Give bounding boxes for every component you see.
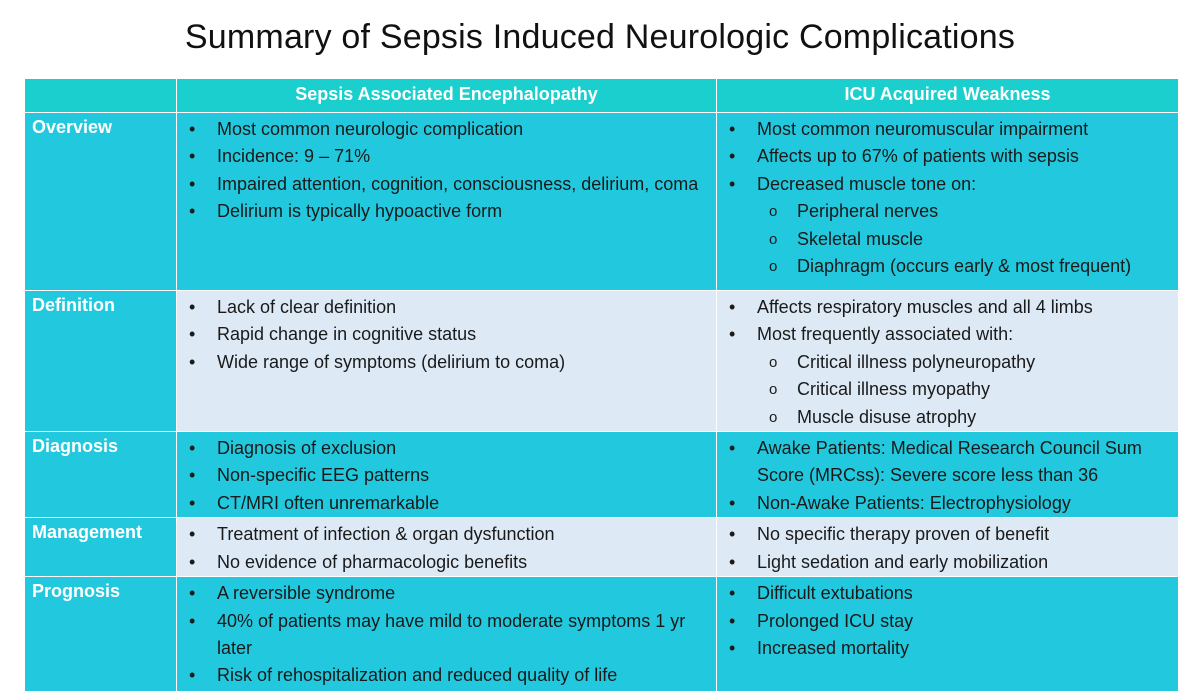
- bullet-item: • Most frequently associated with:: [717, 321, 1178, 348]
- sae-cell: [177, 518, 717, 577]
- row-label: Diagnosis: [25, 432, 177, 518]
- sub-bullet-item: o Peripheral nerves: [717, 198, 1178, 225]
- bullet-item: • No evidence of pharmacologic benefits: [177, 549, 716, 576]
- icuaw-cell: [717, 518, 1179, 577]
- bullet-item: • Impaired attention, cognition, consciousness, delirium, coma: [177, 171, 716, 198]
- header-sae: Sepsis Associated Encephalopathy: [177, 79, 717, 113]
- bullet-list: [717, 291, 1178, 431]
- bullet-list: [717, 432, 1178, 517]
- row-label: Overview: [25, 113, 177, 291]
- bullet-list: [717, 577, 1178, 662]
- sub-bullet-item: o Muscle disuse atrophy: [717, 404, 1178, 431]
- bullet-list: [177, 432, 716, 517]
- header-corner: [25, 79, 177, 113]
- bullet-item: • Light sedation and early mobilization: [717, 549, 1178, 576]
- row-label: Prognosis: [25, 577, 177, 692]
- page-title: Summary of Sepsis Induced Neurologic Complications: [184, 18, 1016, 56]
- sub-bullet-item: o Critical illness myopathy: [717, 376, 1178, 403]
- bullet-item: • Decreased muscle tone on:: [717, 171, 1178, 198]
- bullet-item: • Diagnosis of exclusion: [177, 435, 716, 462]
- header-row: [25, 79, 1179, 113]
- bullet-item: • CT/MRI often unremarkable: [177, 490, 716, 517]
- bullet-item: • Incidence: 9 – 71%: [177, 143, 716, 170]
- bullet-item: • Affects up to 67% of patients with sepsis: [717, 143, 1178, 170]
- bullet-list: [177, 518, 716, 576]
- bullet-item: • Affects respiratory muscles and all 4 limbs: [717, 294, 1178, 321]
- icuaw-cell: [717, 432, 1179, 518]
- bullet-item: • Non-specific EEG patterns: [177, 462, 716, 489]
- bullet-item: • A reversible syndrome: [177, 580, 716, 607]
- table-row-overview: [25, 113, 1179, 291]
- bullet-list: [177, 113, 716, 226]
- sae-cell: [177, 291, 717, 432]
- sae-cell: [177, 113, 717, 291]
- bullet-item: • Risk of rehospitalization and reduced quality of life: [177, 662, 716, 689]
- bullet-list: [717, 518, 1178, 576]
- icuaw-cell: [717, 291, 1179, 432]
- sub-bullet-item: o Diaphragm (occurs early & most frequent): [717, 253, 1178, 280]
- icuaw-cell: [717, 113, 1179, 291]
- sub-bullet-item: o Skeletal muscle: [717, 226, 1178, 253]
- table-row-prognosis: [25, 577, 1179, 692]
- bullet-item: • Lack of clear definition: [177, 294, 716, 321]
- bullet-item: • Delirium is typically hypoactive form: [177, 198, 716, 225]
- row-label: Definition: [25, 291, 177, 432]
- bullet-list: [717, 113, 1178, 280]
- sae-cell: [177, 432, 717, 518]
- icuaw-cell: [717, 577, 1179, 692]
- sae-cell: [177, 577, 717, 692]
- bullet-item: • Awake Patients: Medical Research Council Sum Score (MRCss): Severe score less than 36: [717, 435, 1178, 490]
- bullet-item: • Non-Awake Patients: Electrophysiology: [717, 490, 1178, 517]
- bullet-list: [177, 577, 716, 690]
- bullet-item: • Difficult extubations: [717, 580, 1178, 607]
- row-label: Management: [25, 518, 177, 577]
- sub-bullet-item: o Critical illness polyneuropathy: [717, 349, 1178, 376]
- bullet-item: • Most common neuromuscular impairment: [717, 116, 1178, 143]
- bullet-item: • Wide range of symptoms (delirium to coma): [177, 349, 716, 376]
- bullet-item: • Increased mortality: [717, 635, 1178, 662]
- bullet-item: • 40% of patients may have mild to moderate symptoms 1 yr later: [177, 608, 716, 663]
- header-icuaw: ICU Acquired Weakness: [717, 79, 1179, 113]
- table-row-diagnosis: [25, 432, 1179, 518]
- table-row-definition: [25, 291, 1179, 432]
- bullet-item: • Prolonged ICU stay: [717, 608, 1178, 635]
- bullet-item: • Rapid change in cognitive status: [177, 321, 716, 348]
- bullet-item: • No specific therapy proven of benefit: [717, 521, 1178, 548]
- bullet-list: [177, 291, 716, 376]
- table-row-management: [25, 518, 1179, 577]
- summary-table: [24, 78, 1179, 692]
- bullet-item: • Treatment of infection & organ dysfunction: [177, 521, 716, 548]
- bullet-item: • Most common neurologic complication: [177, 116, 716, 143]
